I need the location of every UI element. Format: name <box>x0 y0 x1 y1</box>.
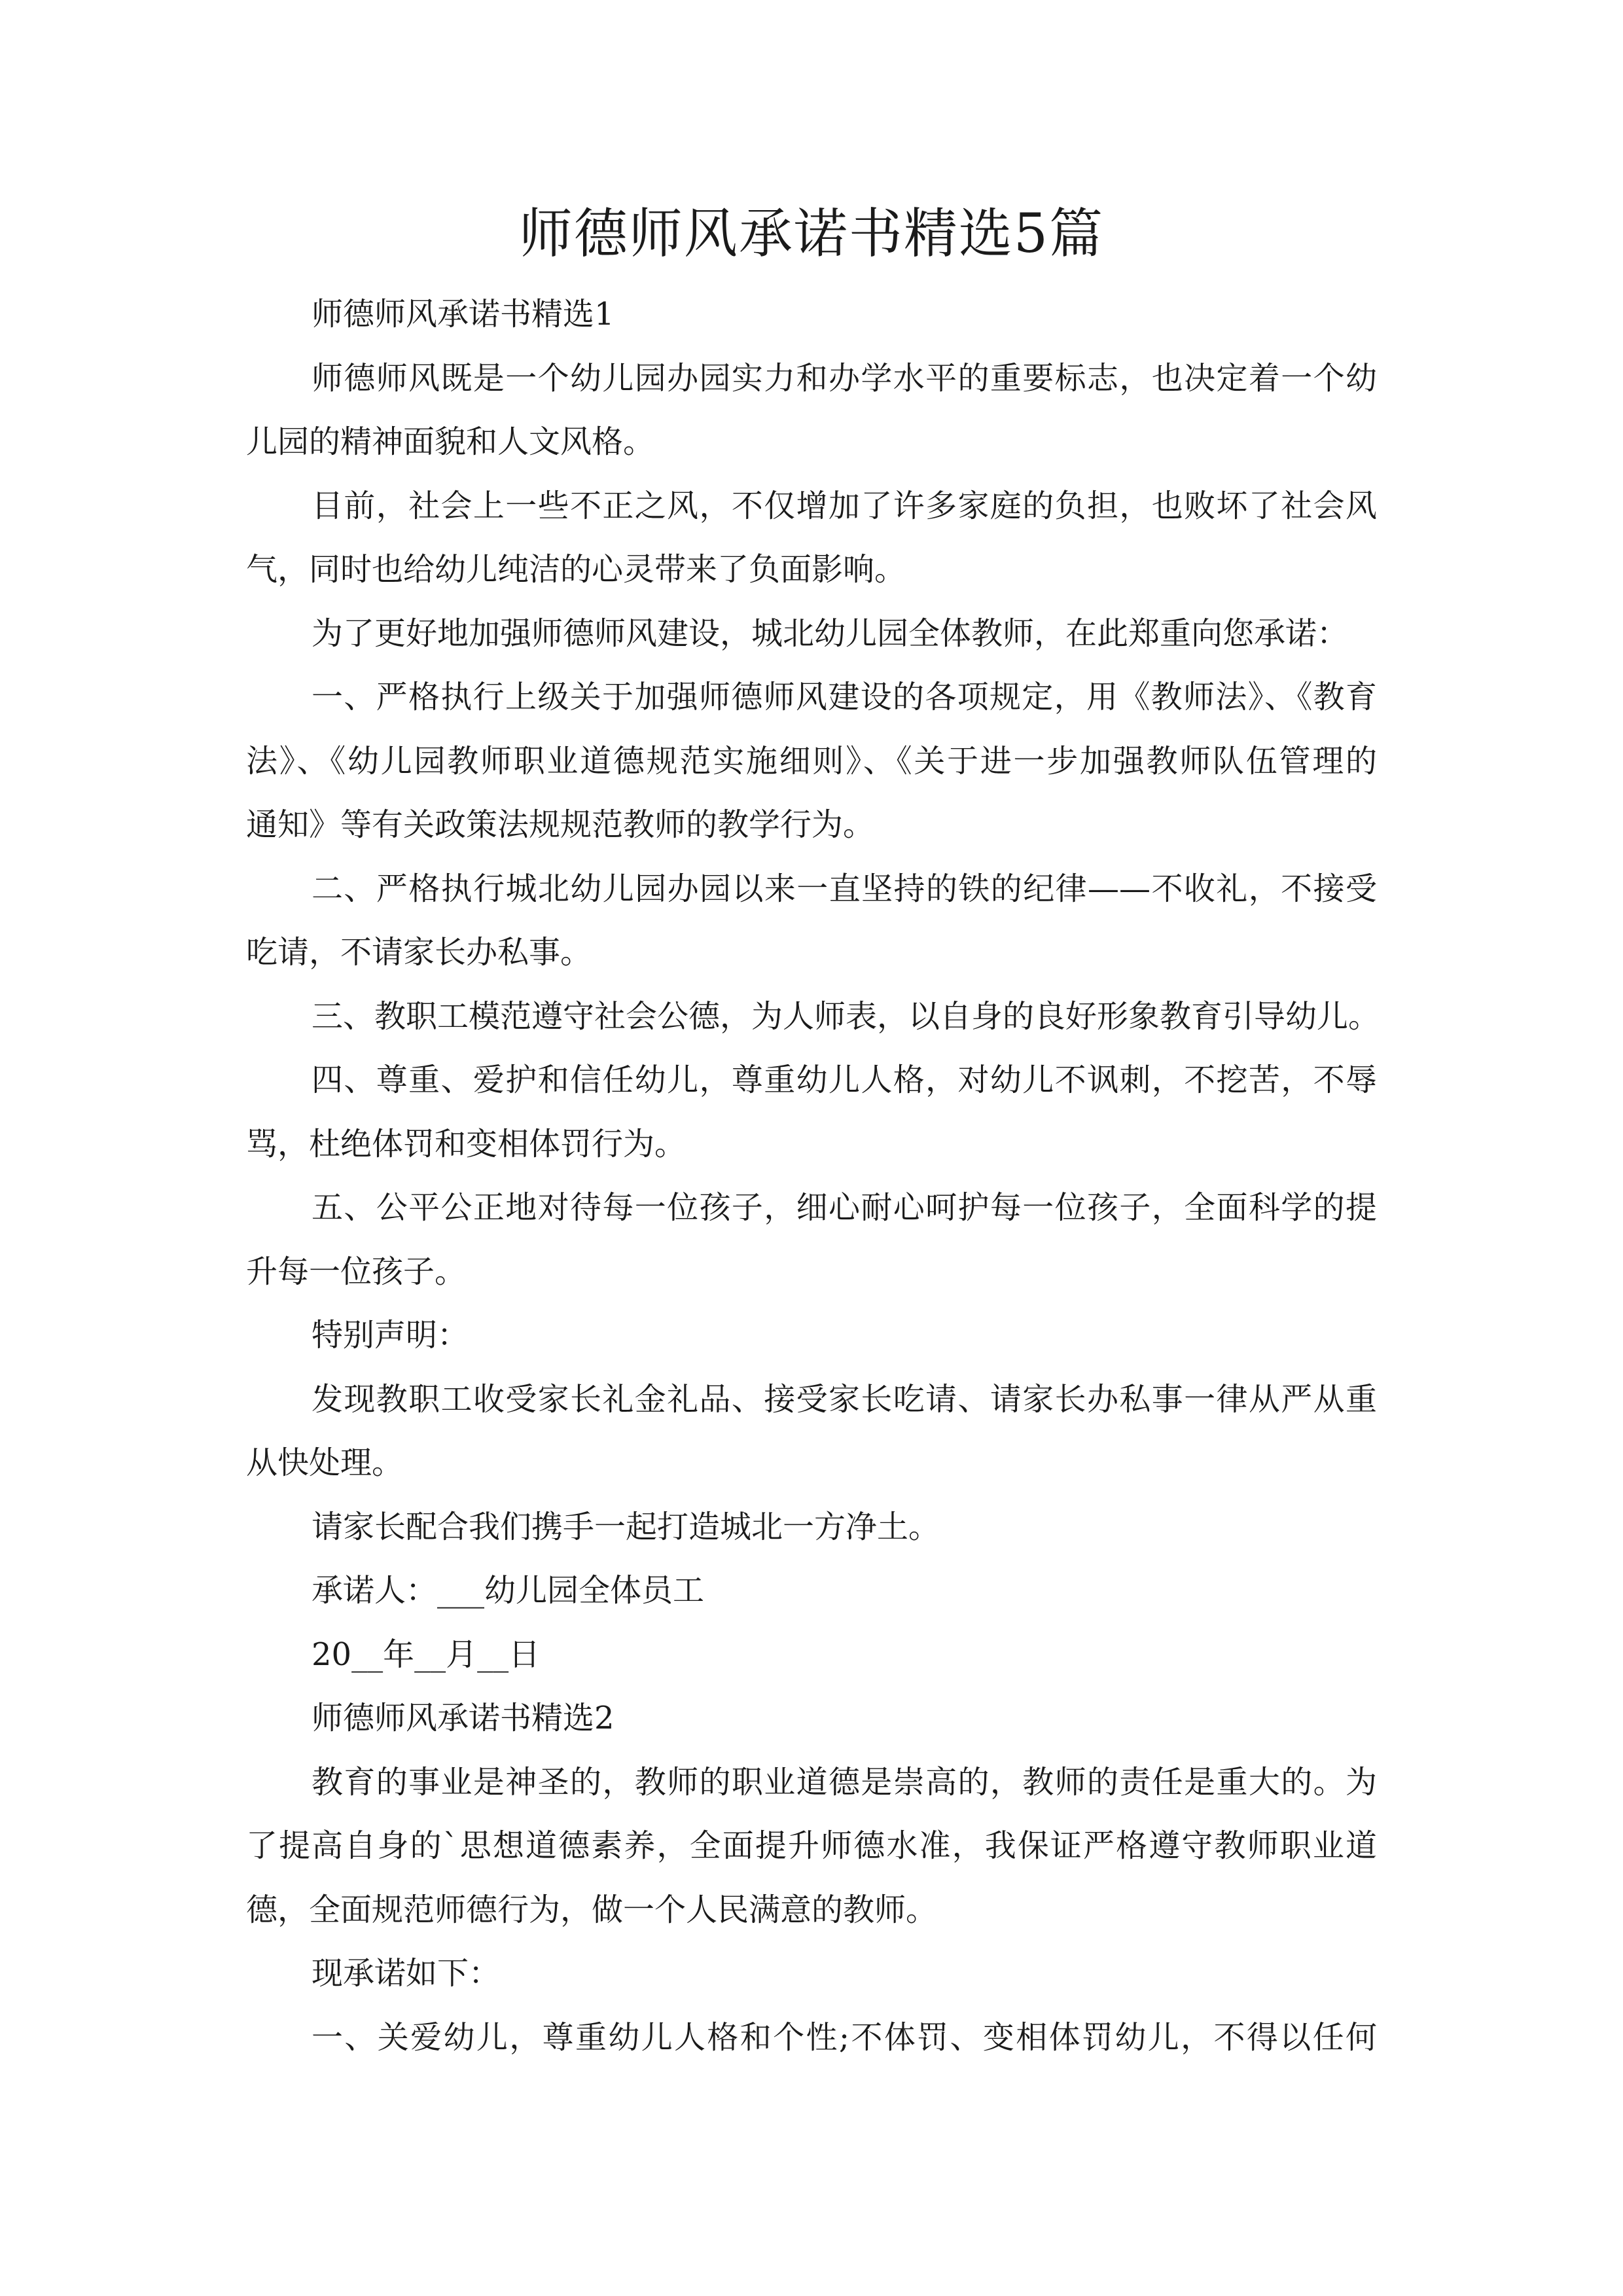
text-line: 20__年__月__日 <box>312 1636 541 1673</box>
paragraph <box>246 1559 1377 1623</box>
paragraph <box>246 1368 1377 1496</box>
text-line: 师德师风承诺书精选1 <box>312 296 615 332</box>
paragraph <box>246 857 1377 985</box>
paragraph <box>246 1751 1377 1943</box>
text-line: 教育的事业是神圣的，教师的职业道德是崇高的，教师的责任是重大的。为 <box>312 1763 1377 1801</box>
document-title: 师德师风承诺书精选5篇 <box>518 203 1105 265</box>
paragraph <box>246 1687 1377 1751</box>
text-line: 三、教职工模范遵守社会公德，为人师表，以自身的良好形象教育引导幼儿。 <box>312 997 1380 1035</box>
paragraph <box>246 347 1377 475</box>
paragraph <box>246 1176 1377 1304</box>
text-line: 一、严格执行上级关于加强师德师风建设的各项规定，用《教师法》、《教育 <box>312 679 1377 715</box>
paragraph <box>246 985 1380 1049</box>
paragraph <box>246 1496 1377 1560</box>
paragraph <box>246 1049 1377 1176</box>
text-line: 二、严格执行城北幼儿园办园以来一直坚持的铁的纪律——不收礼，不接受 <box>312 870 1377 907</box>
text-line: 为了更好地加强师德师风建设，城北幼儿园全体教师，在此郑重向您承诺： <box>312 615 1349 652</box>
paragraph <box>246 602 1377 666</box>
paragraph <box>246 475 1377 602</box>
text-line: 升每一位孩子。 <box>246 1253 467 1290</box>
text-line: 一、关爱幼儿，尊重幼儿人格和个性;不体罚、变相体罚幼儿，不得以任何 <box>312 2018 1377 2056</box>
text-line: 法》、《幼儿园教师职业道德规范实施细则》、《关于进一步加强教师队伍管理的 <box>246 742 1377 780</box>
text-line: 四、尊重、爱护和信任幼儿，尊重幼儿人格，对幼儿不讽刺，不挖苦，不辱 <box>312 1062 1377 1098</box>
text-line: 现承诺如下： <box>312 1955 501 1992</box>
paragraph <box>246 1942 1377 2006</box>
text-line: 气，同时也给幼儿纯洁的心灵带来了负面影响。 <box>246 551 906 588</box>
text-line: 吃请，不请家长办私事。 <box>246 934 592 971</box>
text-line: 通知》等有关政策法规规范教师的教学行为。 <box>246 806 875 843</box>
text-line: 儿园的精神面貌和人文风格。 <box>246 423 655 460</box>
text-line: 目前，社会上一些不正之风，不仅增加了许多家庭的负担，也败坏了社会风 <box>312 487 1377 524</box>
text-line: 了提高自身的`思想道德素养，全面提升师德水准，我保证严格遵守教师职业道 <box>246 1827 1377 1864</box>
text-line: 承诺人：___幼儿园全体员工 <box>312 1572 705 1609</box>
paragraph <box>246 1304 1377 1368</box>
text-line: 师德师风既是一个幼儿园办园实力和办学水平的重要标志，也决定着一个幼 <box>312 359 1377 397</box>
text-line: 五、公平公正地对待每一位孩子，细心耐心呵护每一位孩子，全面科学的提 <box>312 1189 1377 1226</box>
paragraph <box>246 1623 1377 1687</box>
text-line: 发现教职工收受家长礼金礼品、接受家长吃请、请家长办私事一律从严从重 <box>312 1380 1377 1418</box>
text-line: 师德师风承诺书精选2 <box>312 1700 615 1736</box>
paragraph <box>246 666 1377 857</box>
paragraph <box>246 2006 1377 2070</box>
paragraph <box>246 283 1377 347</box>
text-line: 从快处理。 <box>246 1444 404 1481</box>
text-line: 骂，杜绝体罚和变相体罚行为。 <box>246 1125 687 1162</box>
text-line: 特别声明： <box>312 1317 469 1354</box>
text-line: 德，全面规范师德行为，做一个人民满意的教师。 <box>246 1891 938 1928</box>
document-body <box>246 283 1380 2070</box>
text-line: 请家长配合我们携手一起打造城北一方净土。 <box>312 1508 940 1545</box>
